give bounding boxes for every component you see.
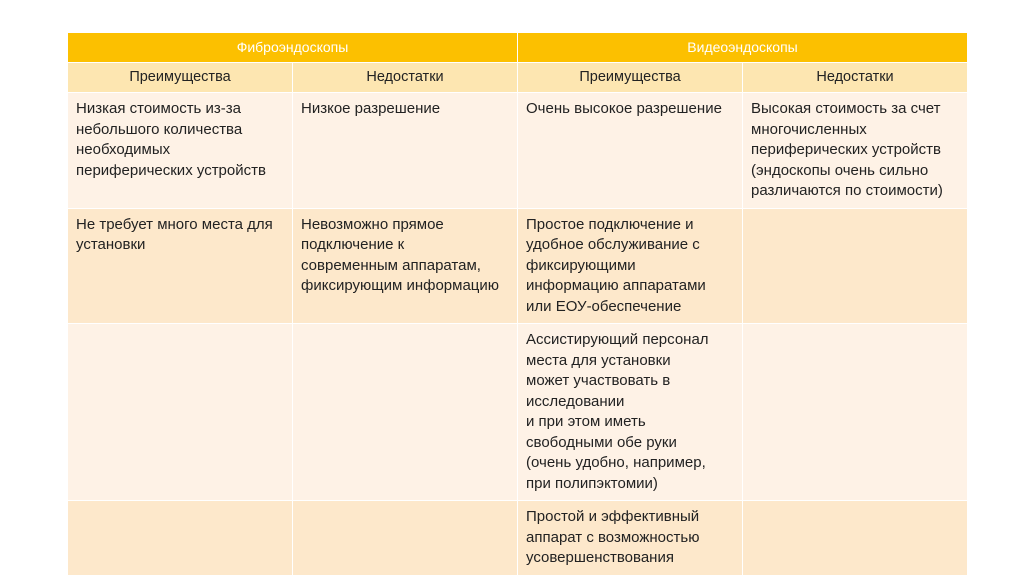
group-header-row (68, 33, 968, 63)
cell-text: Простой и эффективный аппарат с возможностью усовершенствования (526, 508, 700, 566)
table-row (68, 324, 968, 501)
table-cell (518, 208, 743, 324)
table-cell (68, 208, 293, 324)
sub-header-video-disadvantages: Недостатки (743, 63, 968, 93)
sub-header-fiber-disadvantages: Недостатки (293, 63, 518, 93)
table-cell (68, 324, 293, 501)
cell-text: Очень высокое разрешение (526, 100, 722, 117)
cell-text: Простое подключение и удобное обслуживание с фиксирующими информацию аппаратами или ЕОУ-обеспечение (526, 215, 706, 315)
table-cell (293, 208, 518, 324)
sub-header-row (68, 63, 968, 93)
cell-text: Не требует много места для установки (76, 215, 273, 253)
table-cell (293, 501, 518, 576)
table-cell (743, 501, 968, 576)
group-header-fiberscopes: Фиброэндоскопы (68, 33, 518, 63)
sub-header-fiber-advantages: Преимущества (68, 63, 293, 93)
table-cell (743, 93, 968, 209)
cell-text: Ассистирующий персонал места для установки может участвовать в исследовании и при этом иметь свободными обе руки (очень удобно, например, при полипэктомии) (526, 331, 709, 492)
table-cell (518, 501, 743, 576)
table-cell (743, 324, 968, 501)
table-cell (293, 93, 518, 209)
cell-text: Невозможно прямое подключение к современным аппаратам, фиксирующим информацию (301, 215, 500, 294)
table-cell (68, 501, 293, 576)
table-cell (293, 324, 518, 501)
group-header-videoscopes: Видеоэндоскопы (518, 33, 968, 63)
table-row (68, 208, 968, 324)
table-cell (743, 208, 968, 324)
cell-text: Высокая стоимость за счет многочисленных периферических устройств (эндоскопы очень сильно различаются по стоимости) (751, 100, 943, 199)
table-cell (68, 93, 293, 209)
cell-text: Низкая стоимость из-за небольшого количества необходимых периферических устройств (76, 100, 266, 179)
table-row (68, 501, 968, 576)
cell-text: Низкое разрешение (301, 100, 441, 117)
table-cell (518, 324, 743, 501)
table-cell (518, 93, 743, 209)
table-row (68, 93, 968, 209)
sub-header-video-advantages: Преимущества (518, 63, 743, 93)
comparison-table (67, 32, 968, 576)
